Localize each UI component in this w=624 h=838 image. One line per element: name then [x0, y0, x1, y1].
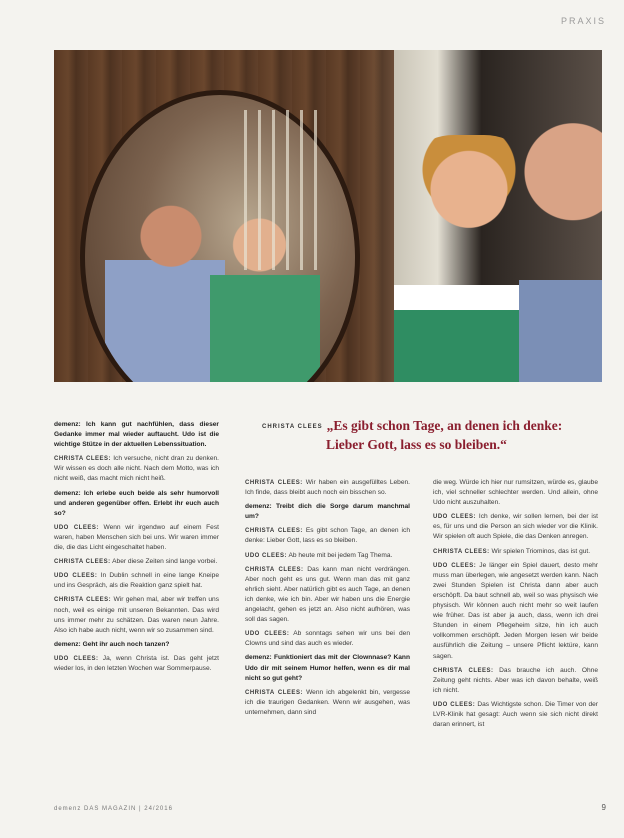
paragraph — [245, 629, 410, 649]
paragraph — [433, 666, 598, 696]
answer-text: die weg. Würde ich hier nur rumsitzen, würde es, glaube ich, viel schneller schlechter werden. Und allein, ohne Udo nicht auszuhalten. — [433, 479, 598, 507]
text-column-1 — [54, 420, 219, 678]
paragraph — [54, 557, 219, 567]
interview-question: demenz: Ich erlebe euch beide als sehr humorvoll und anderen gegenüber offen. Erlebt ihr euch auch so? — [54, 489, 219, 517]
paragraph — [54, 489, 219, 519]
answer-text: Wir haben ein ausgefülltes Leben. Ich finde, dass bleibt auch noch ein bisschen so. — [245, 479, 410, 497]
paragraph — [245, 688, 410, 718]
answer-text: Je länger ein Spiel dauert, desto mehr muss man überlegen, wie angesetzt werden kann. Nach zwei Stunden Spielen ist Christa dann aber auch erschöpft. Da baut schnell ab, weil so was physisch wie physisch. Wir können auch nicht mehr so weit laufen wie früher. Das ist aber ja auch, dass, wenn ich drei Stunden in einem Pflegeheim sitze, hin ich auch vollkommen erschöpft. Jeden Morgen lesen wir beide ausführlich die Zeitung – unsere Pflicht lektüre, kann sagen. — [433, 561, 598, 660]
speaker-name: UDO CLEES: — [245, 631, 290, 638]
couple-mirror-photo — [54, 50, 602, 382]
section-label: PRAXIS — [560, 16, 606, 26]
answer-text: Das brauche ich auch. Ohne Zeitung geht nichts. Aber was ich davon behalte, weiß ich nicht. — [433, 666, 598, 694]
pull-quote — [262, 417, 607, 453]
speaker-name: UDO CLEES: — [54, 573, 98, 580]
text-column-3 — [433, 478, 598, 734]
speaker-name: UDO CLEES: — [433, 701, 476, 708]
paragraph — [245, 478, 410, 498]
speaker-name: CHRISTA CLEES: — [245, 566, 304, 573]
speaker-name: UDO CLEES: — [433, 562, 477, 569]
paragraph — [245, 502, 410, 522]
paragraph — [54, 640, 219, 650]
speaker-name: CHRISTA CLEES: — [433, 548, 490, 555]
pull-quote-line2: Lieber Gott, lass es so bleiben.“ — [326, 437, 507, 452]
speaker-name: CHRISTA CLEES: — [245, 480, 303, 486]
pull-quote-line1: „Es gibt schon Tage, an denen ich denke: — [326, 418, 563, 433]
speaker-name: CHRISTA CLEES: — [245, 528, 303, 535]
answer-text: Wir spielen Triominos, das ist gut. — [491, 547, 591, 555]
interview-question: demenz: Ich kann gut nachfühlen, dass dieser Gedanke immer mal wieder auftaucht. Udo ist die wichtige Stütze in der aktuellen Lebenssituation. — [54, 421, 219, 449]
speaker-name: CHRISTA CLEES: — [54, 597, 112, 604]
answer-text: Wir gehen mal, aber wir treffen uns noch, weil es einige mit unseren Bekannten. Das wird uns immer mehr zu schätzen. Das waren neun Jahre. Also ich habe auch nicht, wenn wir so zusammen sind. — [54, 596, 219, 634]
paragraph — [245, 565, 410, 626]
paragraph — [433, 547, 598, 557]
speaker-name: CHRISTA CLEES: — [54, 456, 112, 463]
answer-text: Ab heute mit bei jedem Tag Thema. — [288, 551, 393, 559]
paragraph — [54, 571, 219, 591]
text-column-2 — [245, 478, 410, 722]
paragraph — [54, 654, 219, 674]
paragraph — [245, 653, 410, 683]
pull-quote-speaker: CHRISTA CLEES — [262, 424, 323, 430]
answer-text: Es gibt schon Tage, an denen ich denke: Lieber Gott, lass es so bleiben. — [245, 527, 410, 545]
answer-text: Ja, wenn Christa ist. Das geht jetzt wieder los, in den letzten Wochen war Sommerpause. — [54, 654, 219, 672]
interview-question: demenz: Geht ihr auch noch tanzen? — [54, 640, 170, 648]
staircase-railing — [244, 110, 324, 270]
paragraph — [433, 700, 598, 730]
answer-text: Wenn wir irgendwo auf einem Fest waren, haben Menschen sich bei uns. Wir waren immer die, die das Licht eingeschaltet haben. — [54, 523, 219, 552]
answer-text: Ich denke, wir sollen lernen, bei der ist es, für uns und die Person an sich wieder vor die Klinik. Wir spielen oft auch Spiele, die das Denken anregen. — [433, 513, 598, 541]
answer-text: Aber diese Zeiten sind lange vorbei. — [112, 558, 218, 566]
speaker-name: CHRISTA CLEES: — [433, 667, 494, 674]
speaker-name: UDO CLEES: — [245, 552, 288, 559]
speaker-name: CHRISTA CLEES: — [245, 689, 303, 696]
paragraph — [433, 512, 598, 542]
answer-text: Das Wichtigste schon. Die Timer von der LVR-Klinik hat gesagt: Auch wenn sie sich nicht direkt daran erinnert, ist — [433, 700, 598, 729]
answer-text: Das kann man nicht verdrängen. Aber noch geht es uns gut. Wenn man das mit ganz ehrlich sieht. Aber natürlich gibt es auch Tage, an denen ich denke, wie ich bin. Aber wir haben uns die Energie angelacht, gehen es jetzt an. Also nicht aufhören, was soll das sagen. — [245, 565, 410, 624]
footer-magazine-name: demenz DAS MAGAZIN | 24/2016 — [54, 806, 173, 812]
interview-question: demenz: Funktioniert das mit der Clownnase? Kann Udo dir mit seinem Humor helfen, wenn es dir mal nicht so gut geht? — [245, 654, 410, 682]
answer-text: Ich versuche, nicht dran zu denken. Wir wissen es doch alle nicht. Nach dem Motto, was ich nicht weiß, das macht mich nicht heiß. — [54, 455, 219, 483]
interview-question: demenz: Treibt dich die Sorge darum manchmal um? — [245, 503, 410, 521]
paragraph — [245, 526, 410, 546]
paragraph — [54, 454, 219, 484]
speaker-name: CHRISTA CLEES: — [54, 559, 111, 566]
paragraph — [54, 420, 219, 450]
speaker-name: UDO CLEES: — [54, 524, 99, 531]
answer-text: Wenn ich abgelenkt bin, vergesse ich die traurigen Gedanken. Wenn wir ausgehen, was unternehmen, dann sind — [245, 688, 410, 716]
speaker-name: UDO CLEES: — [433, 514, 477, 521]
answer-text: Ab sonntags sehen wir uns bei den Clowns und sind das auch es wieder. — [245, 630, 410, 648]
man-smiling — [519, 90, 602, 382]
paragraph — [433, 561, 598, 662]
paragraph — [54, 595, 219, 635]
speaker-name: UDO CLEES: — [54, 655, 99, 662]
paragraph — [245, 551, 410, 561]
paragraph — [54, 523, 219, 553]
page-number: 9 — [601, 803, 606, 812]
answer-text: In Dublin schnell in eine lange Kneipe und ins Gespräch, als die Reaktion ganz spielt hat. — [54, 572, 219, 590]
mirror-reflection-man — [105, 190, 225, 382]
paragraph — [433, 478, 598, 508]
